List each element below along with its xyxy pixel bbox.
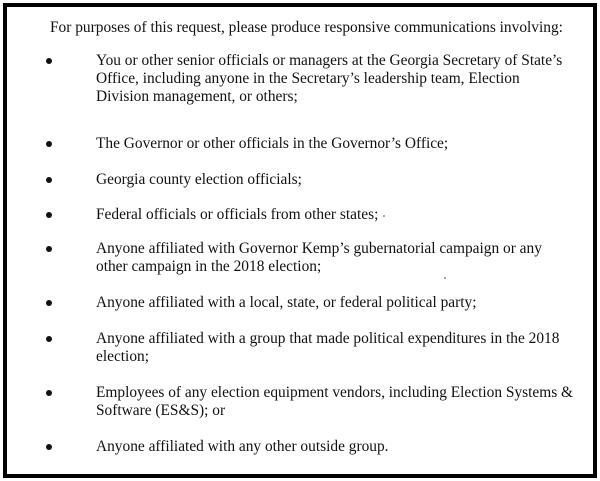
- list-item-text: Anyone affiliated with any other outside group.: [96, 438, 389, 455]
- scan-speck: [444, 277, 446, 279]
- list-item-text: Employees of any election equipment vendors, including Election Systems & Software (ES&S); or: [96, 384, 574, 419]
- list-item-text: You or other senior officials or managers at the Georgia Secretary of State’s Office, including anyone in the Secretary’s leadership team, Election Division management, or others;: [96, 52, 563, 105]
- list-item-text: Anyone affiliated with a local, state, or federal political party;: [96, 294, 477, 311]
- bullet-icon: [46, 390, 52, 396]
- bullet-icon: [46, 58, 52, 64]
- document-frame: [3, 3, 597, 478]
- list-item-text: The Governor or other officials in the Governor’s Office;: [96, 135, 449, 152]
- list-item-text: Federal officials or officials from other states;: [96, 206, 379, 223]
- list-item-text: Anyone affiliated with Governor Kemp’s gubernatorial campaign or any other campaign in the 2018 election;: [96, 240, 542, 275]
- bullet-icon: [46, 212, 52, 218]
- list-item-text: Georgia county election officials;: [96, 171, 302, 188]
- document-page: [7, 7, 593, 474]
- scan-speck: [383, 215, 385, 217]
- list-item-text: Anyone affiliated with a group that made political expenditures in the 2018 election;: [96, 330, 560, 365]
- bullet-icon: [46, 177, 52, 183]
- bullet-icon: [46, 444, 52, 450]
- bullet-icon: [46, 246, 52, 252]
- bullet-icon: [46, 336, 52, 342]
- bullet-icon: [46, 300, 52, 306]
- bullet-icon: [46, 141, 52, 147]
- intro-paragraph: For purposes of this request, please produce responsive communications involving:: [50, 19, 563, 36]
